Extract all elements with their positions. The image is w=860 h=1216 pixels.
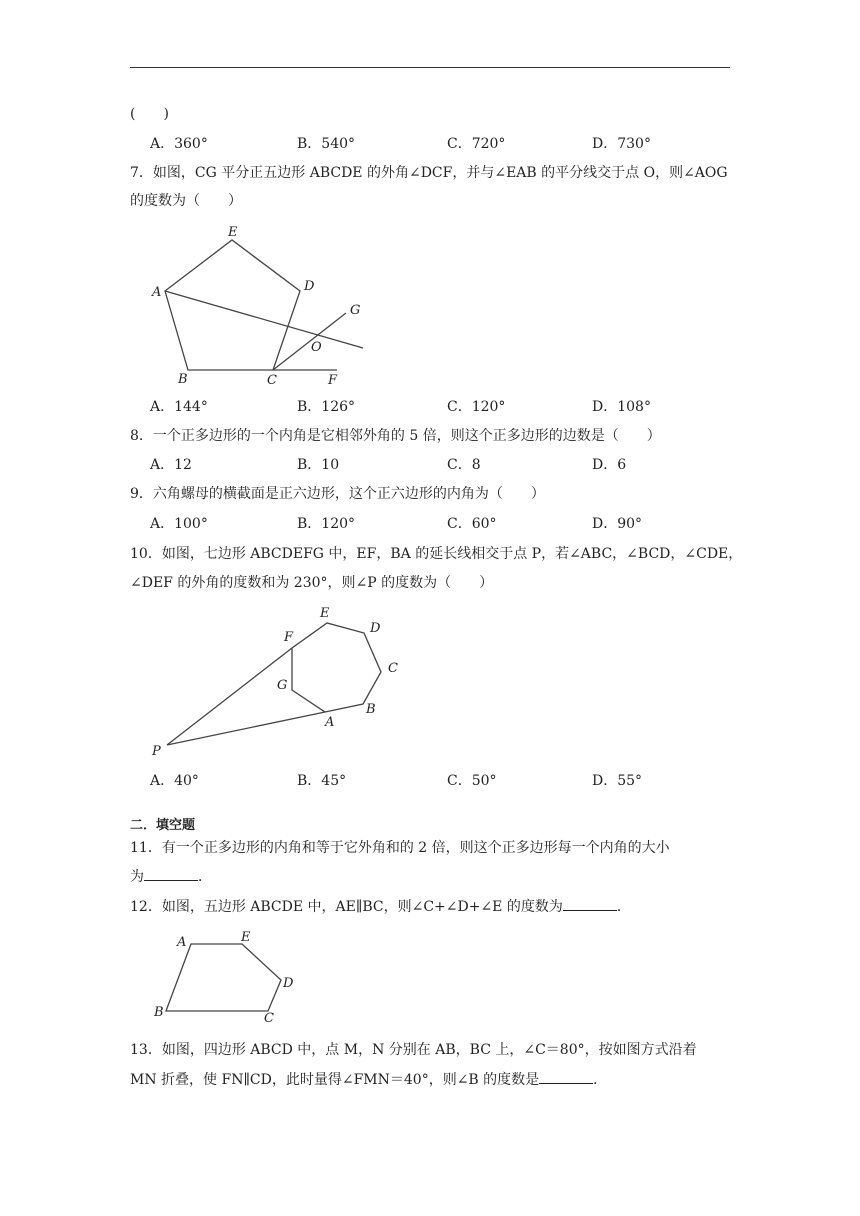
q10-stem-line1: 10．如图，七边形 ABCDEFG 中，EF，BA 的延长线相交于点 P，若∠ABC，∠BCD，∠CDE， bbox=[130, 546, 743, 562]
label-b: B bbox=[366, 702, 376, 717]
label-d: D bbox=[304, 279, 315, 294]
q10-heptagon-figure bbox=[145, 600, 405, 765]
extension-fp bbox=[167, 648, 292, 745]
q10-option-b[interactable]: B．45° bbox=[297, 773, 347, 789]
label-a: A bbox=[177, 935, 187, 950]
q10-option-c[interactable]: C．50° bbox=[447, 773, 497, 789]
q6-option-a[interactable]: A．360° bbox=[150, 136, 208, 152]
label-d: D bbox=[370, 621, 381, 636]
q7-pentagon-figure bbox=[140, 220, 380, 390]
q12-suffix: ． bbox=[616, 899, 631, 915]
q8-options bbox=[150, 455, 730, 475]
q10-options bbox=[150, 771, 730, 791]
label-g: G bbox=[350, 303, 361, 318]
q6-option-b[interactable]: B．540° bbox=[297, 136, 356, 152]
q10-option-a[interactable]: A．40° bbox=[150, 773, 199, 789]
q12-pentagon-figure bbox=[150, 926, 300, 1026]
label-c: C bbox=[264, 1011, 274, 1026]
bisector-ao bbox=[165, 291, 363, 348]
label-e: E bbox=[228, 225, 238, 240]
q13-suffix: ． bbox=[593, 1072, 608, 1088]
q7-option-b[interactable]: B．126° bbox=[297, 399, 356, 415]
label-d: D bbox=[283, 976, 294, 991]
label-a: A bbox=[152, 285, 162, 300]
label-c: C bbox=[388, 661, 398, 676]
label-f: F bbox=[284, 630, 294, 645]
extension-ap bbox=[167, 712, 325, 745]
q7-option-a[interactable]: A．144° bbox=[150, 399, 208, 415]
q7-stem-line2: 的度数为（ ） bbox=[130, 193, 242, 209]
q12-stem bbox=[130, 896, 631, 917]
q12-answer-blank[interactable] bbox=[563, 896, 617, 911]
q6-stem-tail: ( ) bbox=[130, 106, 169, 122]
q8-option-a[interactable]: A．12 bbox=[150, 457, 192, 473]
q6-options bbox=[150, 134, 730, 154]
heptagon-abcdefg bbox=[292, 623, 381, 712]
label-b: B bbox=[154, 1005, 164, 1020]
q11-prefix: 为 bbox=[130, 869, 144, 885]
q11-stem-line2 bbox=[130, 866, 212, 887]
q11-suffix: ． bbox=[198, 869, 212, 885]
q10-stem-line2: ∠DEF 的外角的度数和为 230°，则∠P 的度数为（ ） bbox=[130, 575, 494, 591]
q6-option-c[interactable]: C．720° bbox=[447, 136, 506, 152]
label-g: G bbox=[277, 678, 288, 693]
q9-stem: 9．六角螺母的横截面是正六边形，这个正六边形的内角为（ ） bbox=[130, 486, 545, 502]
label-p: P bbox=[152, 744, 161, 759]
q13-stem-line2 bbox=[130, 1069, 607, 1090]
label-c: C bbox=[267, 373, 277, 388]
q7-option-d[interactable]: D．108° bbox=[592, 399, 651, 415]
label-e: E bbox=[241, 930, 251, 945]
q11-answer-blank[interactable] bbox=[144, 866, 198, 881]
q13-answer-blank[interactable] bbox=[539, 1069, 593, 1084]
q7-stem-line1: 7．如图，CG 平分正五边形 ABCDE 的外角∠DCF，并与∠EAB 的平分线交于点 O，则∠AOG bbox=[130, 165, 728, 181]
q9-option-c[interactable]: C．60° bbox=[447, 516, 497, 532]
q13-stem-line1: 13．如图，四边形 ABCD 中，点 M，N 分别在 AB，BC 上，∠C＝80°，按如图方式沿着 bbox=[130, 1042, 697, 1058]
q6-option-d[interactable]: D．730° bbox=[592, 136, 651, 152]
ray-cg bbox=[273, 313, 346, 370]
section-fill-in-title: 二．填空题 bbox=[130, 818, 196, 833]
q8-option-d[interactable]: D．6 bbox=[592, 457, 627, 473]
pentagon-abcde bbox=[166, 944, 281, 1011]
q7-options bbox=[150, 397, 730, 417]
q9-option-a[interactable]: A．100° bbox=[150, 516, 208, 532]
q12-prefix: 12．如图，五边形 ABCDE 中，AE∥BC，则∠C+∠D+∠E 的度数为 bbox=[130, 899, 563, 915]
q9-options bbox=[150, 514, 730, 534]
label-a: A bbox=[325, 715, 335, 730]
q8-option-b[interactable]: B．10 bbox=[297, 457, 340, 473]
q9-option-b[interactable]: B．120° bbox=[297, 516, 356, 532]
q13-prefix: MN 折叠，使 FN∥CD，此时量得∠FMN＝40°，则∠B 的度数是 bbox=[130, 1072, 540, 1088]
header-rule bbox=[130, 67, 730, 68]
q8-stem: 8．一个正多边形的一个内角是它相邻外角的 5 倍，则这个正多边形的边数是（ ） bbox=[130, 428, 661, 444]
q11-stem-line1: 11．有一个正多边形的内角和等于它外角和的 2 倍，则这个正多边形每一个内角的大小 bbox=[130, 840, 670, 856]
label-b: B bbox=[178, 372, 188, 387]
label-e: E bbox=[320, 606, 330, 621]
q10-option-d[interactable]: D．55° bbox=[592, 773, 643, 789]
pentagon-abcde bbox=[165, 240, 300, 370]
q7-option-c[interactable]: C．120° bbox=[447, 399, 506, 415]
label-o: O bbox=[311, 340, 322, 355]
q9-option-d[interactable]: D．90° bbox=[592, 516, 643, 532]
q8-option-c[interactable]: C．8 bbox=[447, 457, 481, 473]
label-f: F bbox=[328, 373, 338, 388]
